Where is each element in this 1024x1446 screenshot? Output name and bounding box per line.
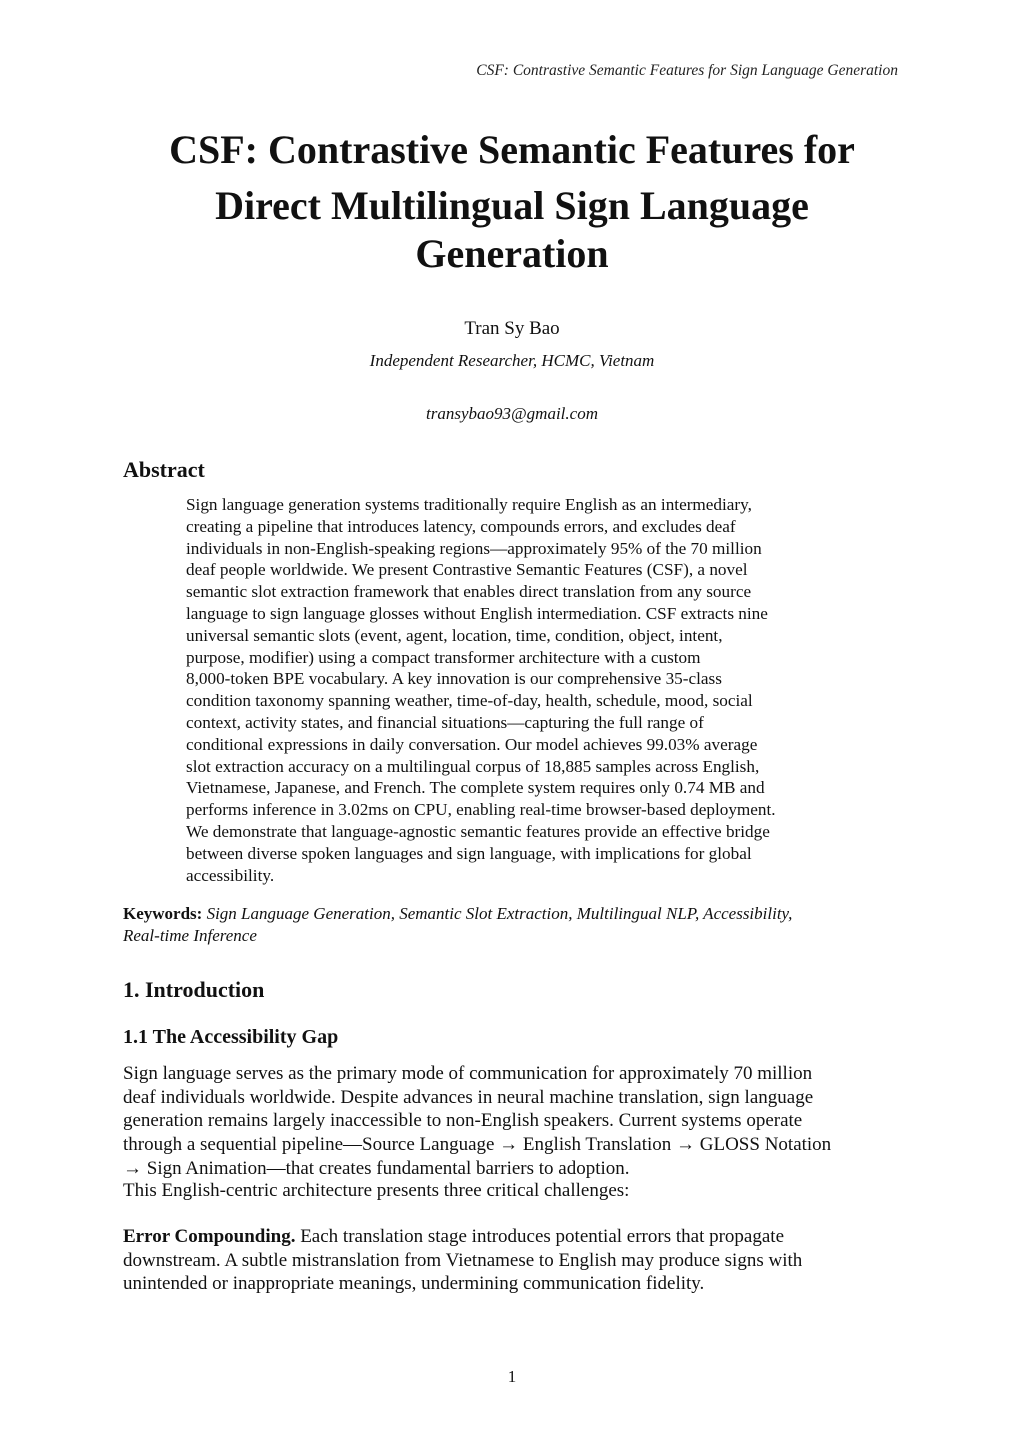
abstract-line: performs inference in 3.02ms on CPU, enabling real-time browser-based deployment. (186, 800, 776, 820)
abstract-line: Vietnamese, Japanese, and French. The complete system requires only 0.74 MB and (186, 778, 765, 798)
subsection-heading-accessibility-gap: 1.1 The Accessibility Gap (123, 1026, 339, 1048)
abstract-line: 8,000-token BPE vocabulary. A key innovation is our comprehensive 35-class (186, 669, 722, 689)
abstract-line: language to sign language glosses without English intermediation. CSF extracts nine (186, 603, 768, 623)
paragraph-line: deaf individuals worldwide. Despite advances in neural machine translation, sign language (123, 1086, 814, 1108)
challenges-intro-paragraph (123, 1179, 913, 1203)
abstract-line: context, activity states, and financial situations—capturing the full range of (186, 712, 704, 732)
abstract-line: deaf people worldwide. We present Contrastive Semantic Features (CSF), a novel (186, 560, 748, 580)
paragraph-line: through a sequential pipeline—Source Language → English Translation → GLOSS Notation (123, 1134, 832, 1156)
paragraph-line: downstream. A subtle mistranslation from Vietnamese to English may produce signs with (123, 1249, 803, 1271)
author-email: transybao93@gmail.com (426, 404, 598, 423)
keywords-list: Sign Language Generation, Semantic Slot Extraction, Multilingual NLP, Accessibility, (206, 904, 793, 923)
title-line-1: CSF: Contrastive Semantic Features for (169, 127, 855, 172)
abstract-line: universal semantic slots (event, agent, location, time, condition, object, intent, (186, 625, 723, 645)
author-name: Tran Sy Bao (464, 318, 560, 339)
page-number: 1 (507, 1367, 517, 1386)
abstract-line: slot extraction accuracy on a multilingual corpus of 18,885 samples across English, (186, 756, 760, 776)
author-affiliation: Independent Researcher, HCMC, Vietnam (369, 351, 655, 370)
keywords-list-cont: Real-time Inference (123, 926, 257, 945)
abstract-line: accessibility. (186, 865, 275, 885)
abstract-line: conditional expressions in daily conversation. Our model achieves 99.03% average (186, 734, 758, 754)
abstract-line: semantic slot extraction framework that enables direct translation from any source (186, 582, 752, 602)
abstract-line: between diverse spoken languages and sign language, with implications for global (186, 843, 752, 863)
paragraph-line (123, 1225, 913, 1249)
keywords-label: Keywords: (123, 904, 203, 923)
abstract-heading: Abstract (123, 457, 205, 482)
section-heading-introduction: 1. Introduction (123, 977, 265, 1002)
error-compounding-paragraph (123, 1225, 913, 1296)
running-header: CSF: Contrastive Semantic Features for Sign Language Generation (476, 62, 898, 79)
keywords (123, 903, 903, 947)
abstract-body (186, 494, 846, 886)
title-line-2: Direct Multilingual Sign Language (215, 183, 809, 228)
title-line-3: Generation (415, 231, 609, 276)
paragraph-line: This English-centric architecture presents three critical challenges: (123, 1180, 630, 1201)
abstract-line: Sign language generation systems traditionally require English as an intermediary, (186, 495, 752, 514)
abstract-line: We demonstrate that language-agnostic semantic features provide an effective bridge (186, 821, 770, 841)
abstract-line: creating a pipeline that introduces latency, compounds errors, and excludes deaf (186, 516, 736, 536)
paragraph-line: unintended or inappropriate meanings, undermining communication fidelity. (123, 1273, 705, 1295)
paragraph-line: Sign language serves as the primary mode of communication for approximately 70 million (123, 1063, 813, 1084)
intro-paragraph (123, 1062, 913, 1181)
paragraph-line: → Sign Animation—that creates fundamental barriers to adoption. (123, 1157, 630, 1179)
paper-title (0, 122, 1024, 282)
abstract-line: individuals in non-English-speaking regions—approximately 95% of the 70 million (186, 538, 762, 558)
error-compounding-label: Error Compounding. (123, 1226, 296, 1247)
paragraph-text: Each translation stage introduces potential errors that propagate (300, 1226, 784, 1247)
paragraph-line: generation remains largely inaccessible to non-English speakers. Current systems operate (123, 1110, 803, 1132)
abstract-line: condition taxonomy spanning weather, time-of-day, health, schedule, mood, social (186, 691, 753, 711)
abstract-line: purpose, modifier) using a compact transformer architecture with a custom (186, 647, 701, 667)
